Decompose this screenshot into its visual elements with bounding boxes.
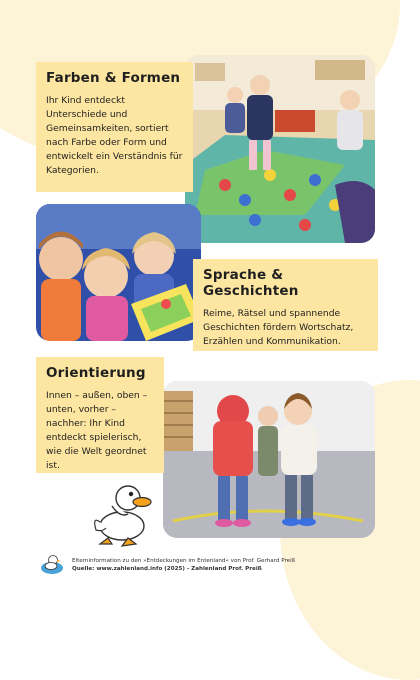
section-title: Orientierung xyxy=(46,365,146,381)
duck-mascot-icon xyxy=(88,478,158,548)
footer-line-2: Quelle: www.zahlenland.info (2025) - Zahlenland Prof. Preiß xyxy=(72,566,262,572)
section-text: Ihr Kind entdeckt Unterschiede und Gemeinsamkeiten, sortiert nach Farbe oder Form und entwickelt ein Verständnis für Kategorien. xyxy=(46,95,183,176)
photo-children-in-gym xyxy=(163,381,375,538)
section-title: Farben & Formen xyxy=(46,70,181,86)
footer-line-1: Elterninformation zu den »Entdeckungen im Entenland« von Prof. Gerhard Preiß xyxy=(72,558,296,564)
section-title: Sprache & Geschichten xyxy=(203,267,299,299)
section-orientierung xyxy=(36,357,164,473)
duck-logo-icon xyxy=(40,553,64,575)
photo-children-with-book xyxy=(36,204,201,341)
section-text: Reime, Rätsel und spannende Geschichten fördern Wortschatz, Erzählen und Kommunikation. xyxy=(203,308,354,347)
photo-children-on-mat xyxy=(185,55,375,243)
section-farben-formen xyxy=(36,62,193,192)
section-sprache-geschichten xyxy=(193,259,378,351)
section-text: Innen – außen, oben – unten, vorher – nachher: Ihr Kind entdeckt spielerisch, wie die Welt geordnet ist. xyxy=(46,390,148,471)
